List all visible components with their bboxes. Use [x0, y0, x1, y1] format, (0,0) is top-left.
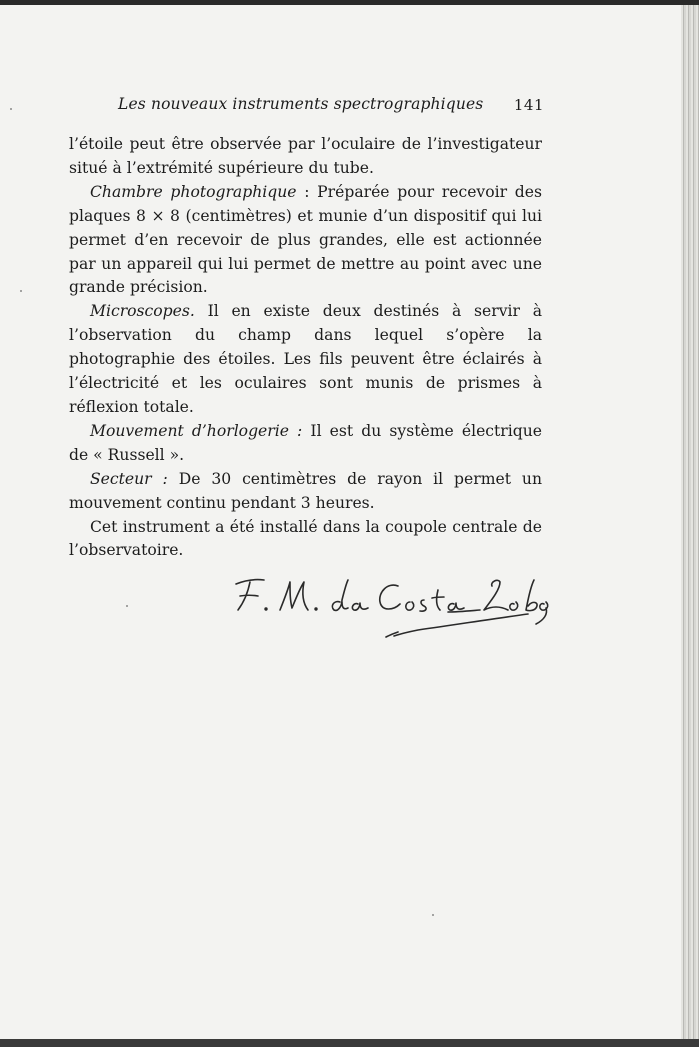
page-stack-edges: [681, 5, 699, 1041]
paragraph-2-text: : Préparée pour recevoir des plaques 8 × 8 (centimètres) et munie d’un dispositif qui lui permet d’en recevoir de plus grandes, elle est actionnée par un appareil qui lui permet de mettre au point avec une grande précision.: [69, 182, 542, 297]
paragraph-4: [69, 420, 542, 468]
page-speck: [20, 290, 22, 292]
paragraph-2: [69, 181, 542, 301]
paragraph-6: [69, 516, 542, 564]
paragraph-2-term: Chambre photographique: [90, 182, 297, 201]
paragraph-3-text: Il en existe deux destinés à servir à l’observation du champ dans lequel s’opère la photographie des étoiles. Les fils peuvent être éclairés à l’électricité et les oculaires sont munis de prismes à réflexion totale.: [69, 302, 542, 416]
paragraph-1-text: l’étoile peut être observée par l’oculaire de l’investigateur situé à l’extrémité supérieure du tube.: [69, 135, 542, 177]
paragraph-5-term: Secteur :: [90, 469, 168, 488]
page-speck: [432, 914, 434, 916]
paragraph-5-text: De 30 centimètres de rayon il permet un mouvement continu pendant 3 heures.: [69, 469, 542, 512]
paragraph-5: [69, 468, 542, 516]
paragraph-6-text: Cet instrument a été installé dans la coupole centrale de l’observatoire.: [69, 517, 542, 560]
handwritten-signature: [228, 570, 558, 660]
running-title: Les nouveaux instruments spectrographiques: [118, 95, 484, 113]
paragraph-3-term: Microscopes.: [90, 302, 195, 321]
page-speck: [126, 605, 128, 607]
paragraph-1: [69, 133, 542, 181]
paragraph-3: [69, 300, 542, 420]
page-header: [118, 95, 548, 119]
page-number: 141: [513, 96, 544, 114]
paragraph-4-term: Mouvement d’horlogerie :: [90, 421, 303, 440]
scan-bottom-border: [0, 1039, 699, 1047]
page-speck: [10, 108, 12, 110]
body-text: [69, 133, 542, 563]
paragraph-4-text: Il est du système électrique de « Russell ».: [69, 421, 542, 464]
